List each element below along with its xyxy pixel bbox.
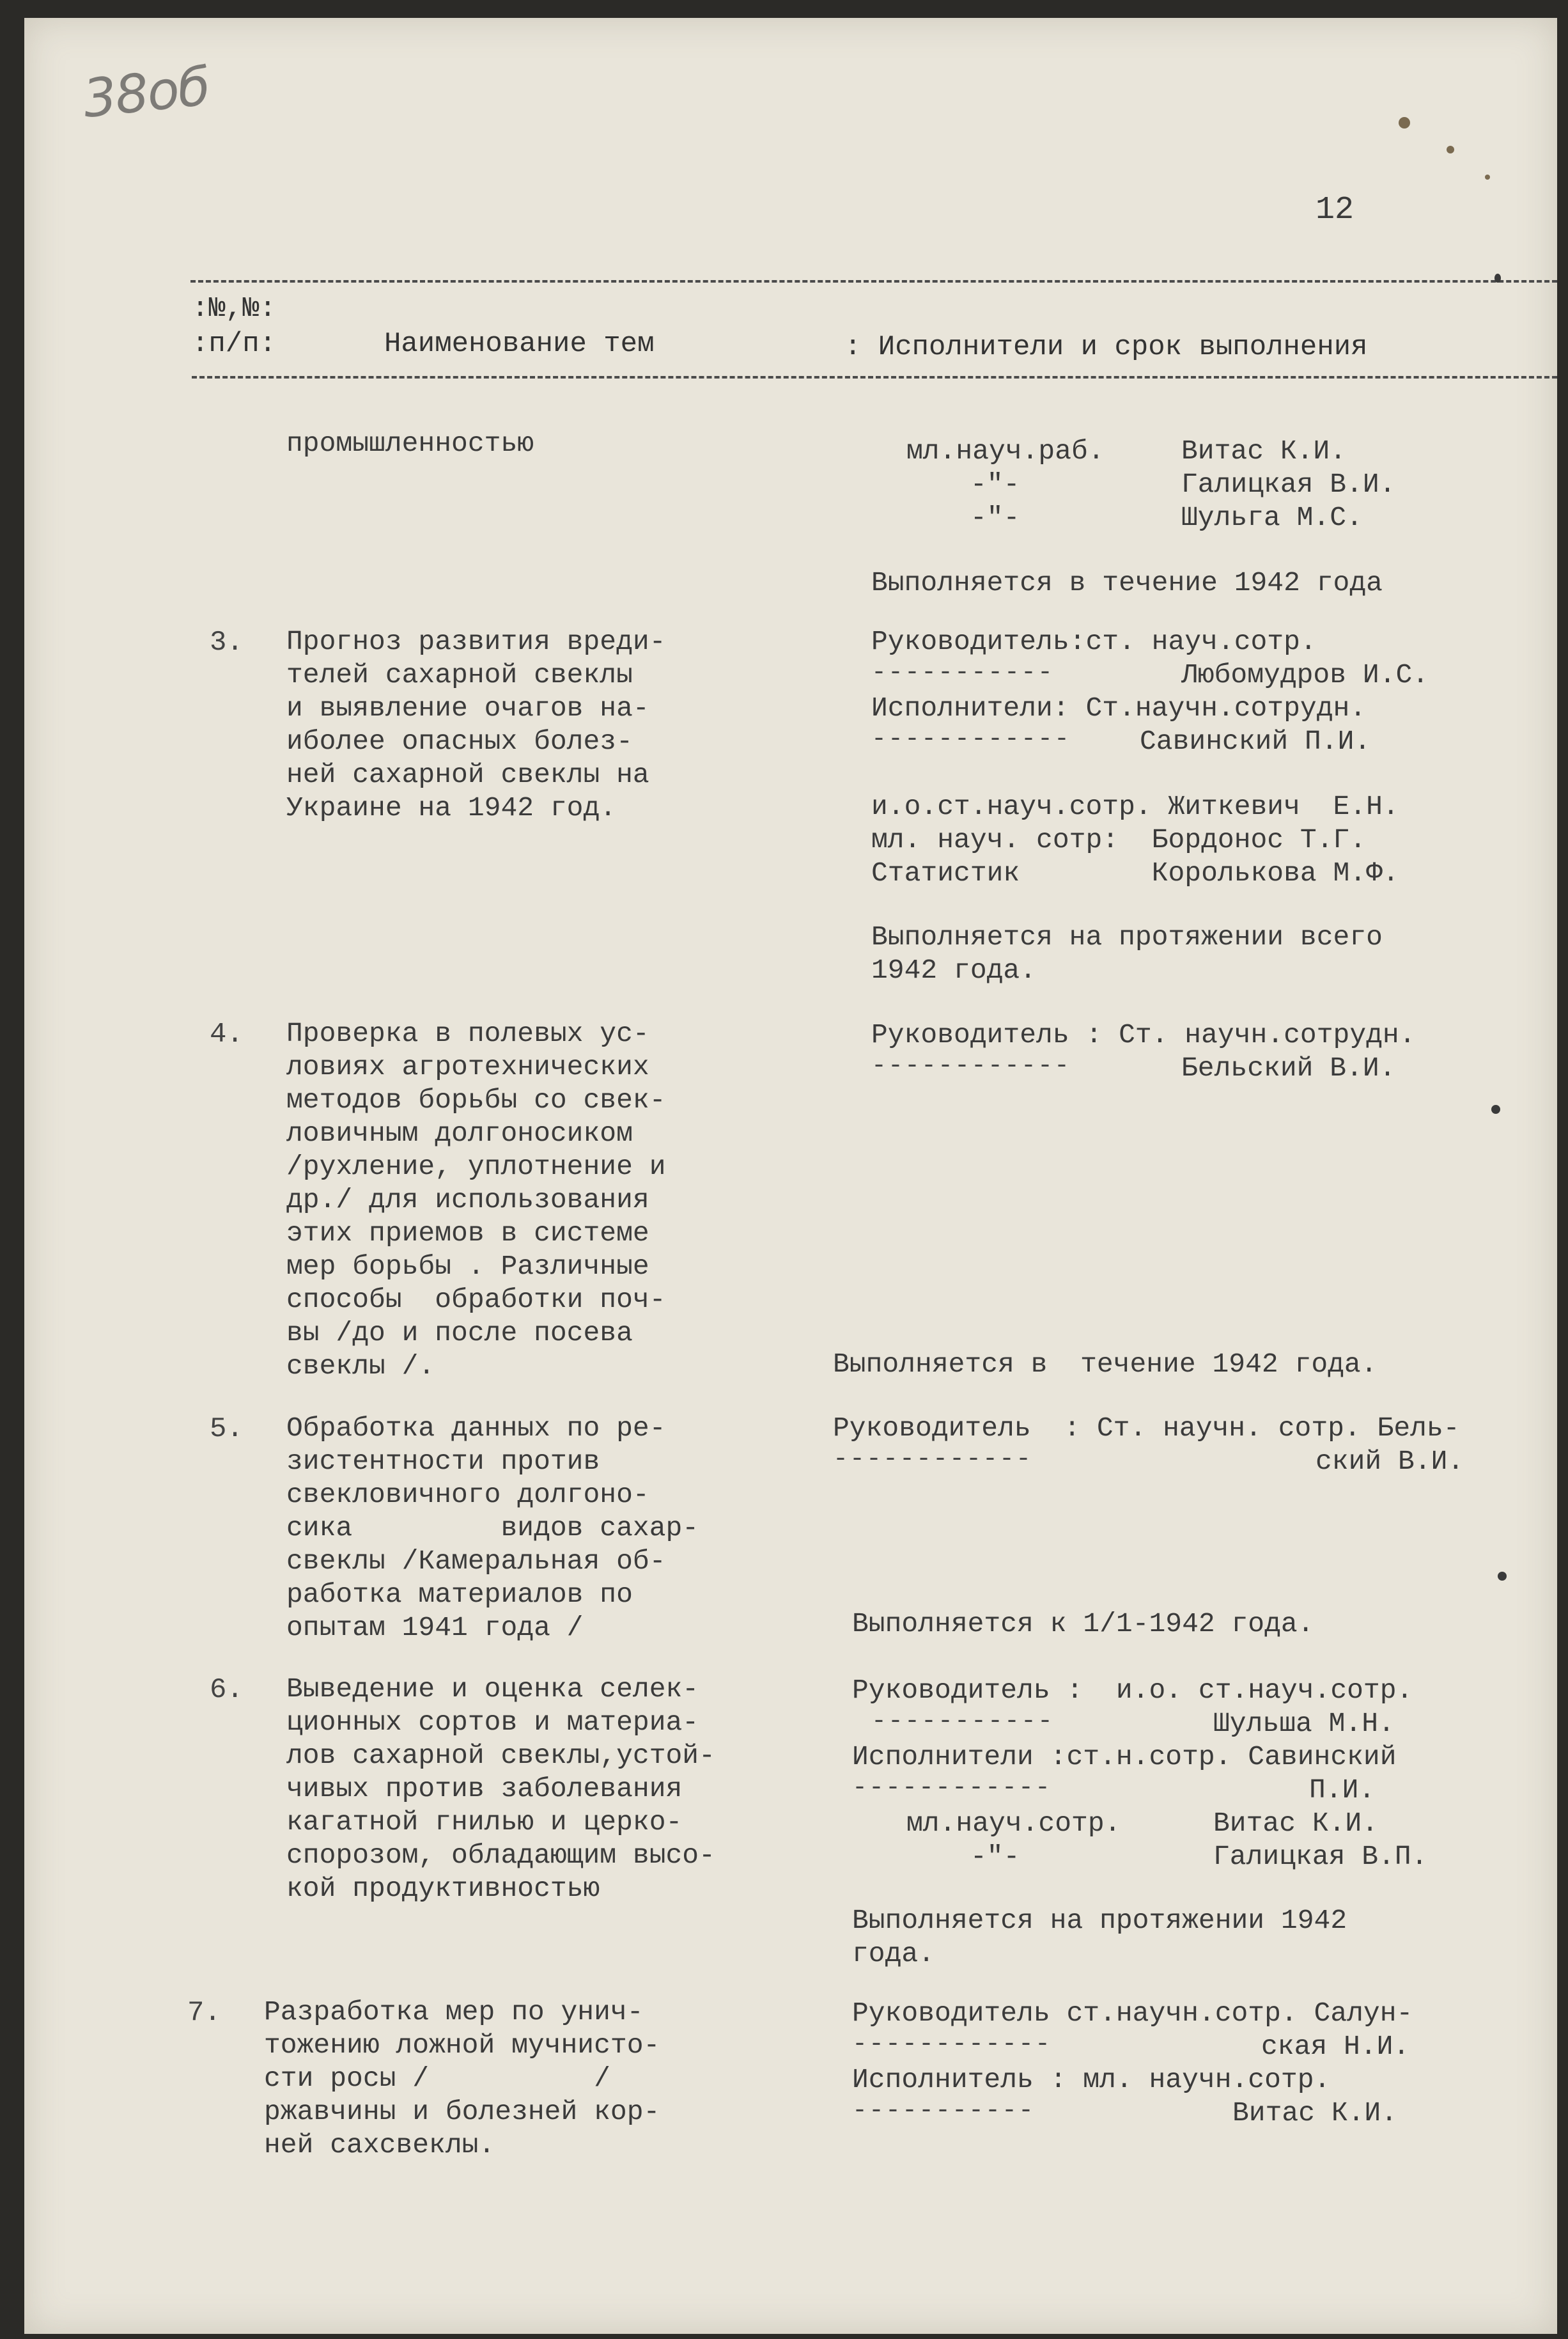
continued-ditto-2: -"- [970, 502, 1020, 533]
paper-speck [1447, 146, 1454, 153]
item-7-exec-label: Исполнитель : мл. научн.сотр. [852, 2064, 1331, 2095]
item-6-exec-name: П.И. [1309, 1774, 1376, 1806]
continued-executor-3: Шульга М.С. [1181, 502, 1363, 533]
continued-executor-1: Витас К.И. [1181, 435, 1347, 467]
item-4-title: Проверка в полевых ус- ловиях агротехнических методов борьбы со свек- ловичным долгоносиком /рухление, уплотнение и др./ для использования этих приемов в системе мер борьбы . Различные способы обработки поч- вы /до и после посева свеклы /. [286, 1018, 666, 1382]
item-4-lead-label: Руководитель : Ст. научн.сотрудн. [871, 1019, 1416, 1051]
continued-term: Выполняется в течение 1942 года [871, 567, 1383, 598]
paper-speck [1494, 274, 1501, 283]
item-3-lead-name: Любомудров И.С. [1181, 659, 1429, 691]
item-7-exec-name: Витас К.И. [1232, 2097, 1398, 2129]
col-number-header-line1: :№,№: [192, 293, 277, 325]
item-6-title: Выведение и оценка селек- ционных сортов и материа- лов сахарной свеклы,устой- чивых против заболевания кагатной гнилью и церко- спорозом, обладающим высо- кой продуктивностью [286, 1673, 715, 1904]
item-5-lead-name: ский В.И. [1316, 1446, 1464, 1477]
item-6-executor-2: Галицкая В.П. [1213, 1841, 1428, 1872]
item-3-exec-label: Исполнители: Ст.научн.сотрудн. [871, 692, 1367, 724]
item-6-number: 6. [210, 1674, 244, 1706]
paper-speck [1491, 1105, 1500, 1114]
page-number: 12 [1316, 192, 1355, 228]
item-4-lead-dash: ------------ [871, 1052, 1071, 1081]
item-7-title: Разработка мер по унич- тожению ложной мучнисто- сти росы / / ржавчины и болезней кор- ней сахсвеклы. [264, 1996, 660, 2161]
item-7-lead-name: ская Н.И. [1261, 2031, 1410, 2062]
col-number-header-line2: :п/п: [192, 328, 277, 360]
item-3-exec-dash: ------------ [871, 725, 1071, 754]
item-7-number: 7. [187, 1997, 221, 2029]
col-executors-header: : Исполнители и срок выполнения [844, 331, 1368, 363]
item-5-term: Выполняется к 1/1-1942 года. [852, 1608, 1314, 1639]
item-6-executor-1: Витас К.И. [1213, 1808, 1379, 1839]
item-4-term: Выполняется в течение 1942 года. [833, 1349, 1378, 1380]
continued-role: мл.науч.раб. [906, 435, 1105, 467]
item-3-exec-name: Савинский П.И. [1140, 726, 1371, 757]
item-3-title: Прогноз развития вреди- телей сахарной свеклы и выявление очагов на- иболее опасных болез- ней сахарной свеклы на Украине на 1942 год. [286, 626, 666, 824]
item-6-lead-dash: ----------- [871, 1707, 1055, 1736]
item-6-role: мл.науч.сотр. [906, 1808, 1121, 1839]
continued-executor-2: Галицкая В.И. [1181, 469, 1396, 500]
item-5-number: 5. [210, 1413, 244, 1445]
document-page [24, 18, 1557, 2334]
item-4-number: 4. [210, 1019, 244, 1051]
item-3-lead-label: Руководитель:ст. науч.сотр. [871, 626, 1317, 657]
item-5-lead-label: Руководитель : Ст. научн. сотр. Бель- [833, 1412, 1460, 1444]
header-bottom-rule [192, 376, 1557, 379]
item-6-term: Выполняется на протяжении 1942 года. [852, 1905, 1347, 1969]
item-7-exec-dash: ----------- [852, 2097, 1036, 2125]
header-top-rule [190, 280, 1557, 283]
item-6-exec-dash: ------------ [852, 1774, 1052, 1803]
item-6-lead-name: Шульша М.Н. [1213, 1708, 1395, 1739]
item-7-lead-dash: ------------ [852, 2030, 1052, 2059]
archive-sheet-number: 38об [80, 56, 212, 130]
paper-speck [1485, 175, 1490, 180]
item-6-lead-label: Руководитель : и.о. ст.науч.сотр. [852, 1675, 1413, 1706]
item-7-lead-label: Руководитель ст.научн.сотр. Салун- [852, 1998, 1413, 2029]
item-6-ditto: -"- [970, 1841, 1020, 1872]
item-3-number: 3. [210, 627, 244, 659]
paper-speck [1498, 1572, 1507, 1581]
item-5-title: Обработка данных по ре- зистентности против свекловичного долгоно- сика видов сахар- свеклы /Камеральная об- работка материалов по опытам 1941 года / [286, 1412, 699, 1643]
item-3-lead-dash: ----------- [871, 659, 1055, 687]
item-6-exec-label: Исполнители :ст.н.сотр. Савинский [852, 1741, 1397, 1772]
item-3-additional-executors: и.о.ст.науч.сотр. Житкевич Е.Н. мл. науч. сотр: Бордонос Т.Г. Статистик Королькова М.Ф. [871, 791, 1399, 889]
continued-ditto-1: -"- [970, 469, 1020, 500]
item-3-term: Выполняется на протяжении всего 1942 года. [871, 921, 1383, 986]
col-title-header: Наименование тем [384, 328, 655, 360]
continued-title: промышленностью [286, 428, 534, 459]
item-4-lead-name: Бельский В.И. [1181, 1052, 1396, 1084]
item-5-lead-dash: ------------ [833, 1445, 1033, 1474]
paper-speck [1399, 117, 1410, 129]
